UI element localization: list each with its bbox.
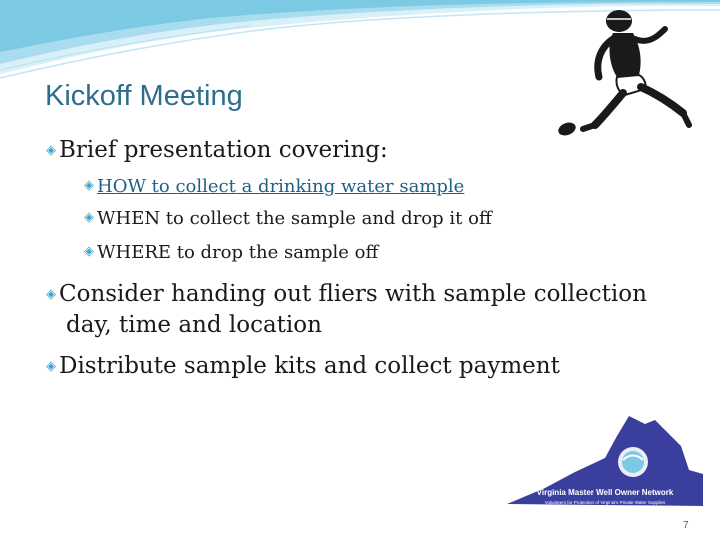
bullet-how-link[interactable] bbox=[84, 176, 464, 197]
bullet-arrow-icon: ◈ bbox=[46, 143, 56, 158]
bullet-arrow-icon: ◈ bbox=[84, 178, 94, 193]
bullet-consider-fliers: ◈ Consider handing out fliers with sample collection bbox=[46, 281, 647, 307]
bullet-distribute-kits: ◈ Distribute sample kits and collect payment bbox=[46, 353, 560, 379]
bullet-arrow-icon: ◈ bbox=[46, 359, 56, 374]
virginia-map-logo-icon bbox=[505, 410, 705, 510]
bullet-where: ◈ WHERE to drop the sample off bbox=[84, 242, 379, 263]
bullet-when: ◈ WHEN to collect the sample and drop it off bbox=[84, 208, 492, 229]
bullet-consider-fliers-continued: day, time and location bbox=[66, 312, 322, 338]
logo-subtitle: Volunteers for Protection of Virginia's Private Water Supplies bbox=[544, 500, 666, 505]
football-player-kicking-icon bbox=[555, 5, 705, 155]
logo-title: Virginia Master Well Owner Network bbox=[536, 488, 674, 497]
bullet-brief-presentation: ◈ Brief presentation covering: bbox=[46, 137, 388, 163]
page-number: 7 bbox=[683, 520, 689, 531]
bullet-arrow-icon: ◈ bbox=[84, 210, 94, 225]
how-to-collect-link[interactable]: HOW to collect a drinking water sample bbox=[97, 176, 465, 197]
slide-title: Kickoff Meeting bbox=[45, 80, 243, 112]
bullet-arrow-icon: ◈ bbox=[84, 244, 94, 259]
bullet-arrow-icon: ◈ bbox=[46, 287, 56, 302]
